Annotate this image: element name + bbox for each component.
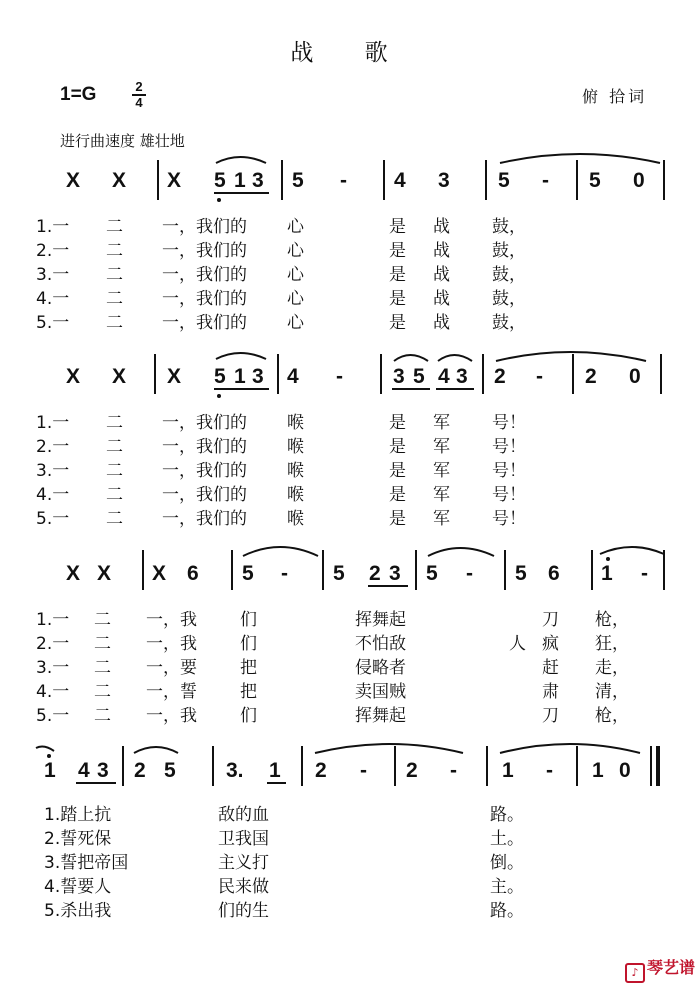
tie — [36, 747, 54, 751]
lyric-segment: 军 — [433, 413, 450, 433]
lyric-segment: 一，我 — [146, 706, 197, 726]
lyric-segment: 鼓， — [492, 241, 526, 261]
lyric-segment: 一，我们的 — [162, 217, 247, 237]
lyric-segment: 战 — [433, 217, 450, 237]
low-octave-dot — [217, 198, 221, 202]
lyric-segment: 喉 — [287, 509, 304, 529]
note: X — [66, 365, 81, 388]
note: 3. — [226, 759, 244, 782]
lyric-segment: 把 — [240, 658, 257, 678]
note: 5 — [214, 365, 226, 388]
lyric-segment: 二 — [94, 706, 111, 726]
barline — [212, 746, 214, 786]
barline — [281, 160, 283, 200]
lyric-segment: 二 — [94, 610, 111, 630]
note: - — [450, 759, 457, 782]
lyric-segment: 赶 — [542, 658, 559, 678]
lyric-segment: 路。 — [490, 805, 524, 825]
lyric-segment: 一，我们的 — [162, 413, 247, 433]
lyric-segment: 二 — [106, 313, 123, 333]
lyric-segment: 二 — [106, 413, 123, 433]
tie — [243, 547, 318, 556]
note: 4 — [287, 365, 299, 388]
lyric-segment: 二 — [94, 634, 111, 654]
barline — [231, 550, 233, 590]
lyric-segment: 2.一 — [36, 241, 70, 261]
lyric-segment: 心 — [287, 241, 304, 261]
note: 2 — [406, 759, 418, 782]
lyric-segment: 人 — [509, 634, 526, 654]
lyric-segment: 枪， — [595, 706, 629, 726]
lyric-segment: 敌的血 — [218, 805, 269, 825]
slur — [438, 355, 472, 361]
lyric-segment: 挥舞起 — [355, 706, 406, 726]
lyric-segment: 二 — [106, 265, 123, 285]
tie — [315, 744, 463, 753]
note: X — [167, 169, 182, 192]
lyric-segment: 4.一 — [36, 485, 70, 505]
barline — [663, 160, 665, 200]
lyric-segment: 主义打 — [218, 853, 269, 873]
lyric-segment: 二 — [106, 461, 123, 481]
barline — [485, 160, 487, 200]
barline — [322, 550, 324, 590]
note: 3 — [389, 562, 401, 585]
lyric-segment: 主。 — [490, 877, 524, 897]
note: 5 — [515, 562, 527, 585]
note: 5 — [498, 169, 510, 192]
song-title: 战 歌 — [290, 40, 410, 66]
barline — [277, 354, 279, 394]
lyric-segment: 喉 — [287, 461, 304, 481]
note: 5 — [413, 365, 425, 388]
lyric-segment: 心 — [287, 265, 304, 285]
lyric-segment: 疯 — [542, 634, 559, 654]
lyric-segment: 一，我们的 — [162, 265, 247, 285]
note: 2 — [369, 562, 381, 585]
lyric-segment: 心 — [287, 217, 304, 237]
lyric-segment: 倒。 — [490, 853, 524, 873]
lyric-segment: 一，我们的 — [162, 289, 247, 309]
note: X — [112, 169, 127, 192]
lyric-segment: 1.一 — [36, 413, 70, 433]
tie — [600, 547, 664, 554]
lyric-segment: 一，要 — [146, 658, 197, 678]
note: - — [542, 169, 549, 192]
slur — [134, 747, 178, 753]
note: 2 — [315, 759, 327, 782]
lyric-segment: 5.杀出我 — [44, 901, 112, 921]
note: X — [66, 169, 81, 192]
barline — [576, 746, 578, 786]
low-octave-dot — [217, 394, 221, 398]
note: 4 — [394, 169, 406, 192]
note: 1 — [269, 759, 281, 782]
note: 3 — [393, 365, 405, 388]
barline — [122, 746, 124, 786]
lyric-segment: 1.踏上抗 — [44, 805, 112, 825]
note: 1 — [44, 759, 56, 782]
lyric-segment: 是 — [389, 265, 406, 285]
note: 3 — [252, 365, 264, 388]
high-octave-dot — [606, 557, 610, 561]
note: 5 — [426, 562, 438, 585]
final-barline-thin — [650, 746, 652, 786]
note: 0 — [619, 759, 631, 782]
note: - — [360, 759, 367, 782]
barline — [504, 550, 506, 590]
barline — [383, 160, 385, 200]
note: - — [641, 562, 648, 585]
barline — [301, 746, 303, 786]
lyric-segment: 鼓， — [492, 217, 526, 237]
note: X — [66, 562, 81, 585]
note: - — [466, 562, 473, 585]
note: - — [536, 365, 543, 388]
note: - — [546, 759, 553, 782]
lyric-segment: 喉 — [287, 437, 304, 457]
note: - — [336, 365, 343, 388]
lyric-segment: 一，我们的 — [162, 437, 247, 457]
slur — [216, 157, 266, 163]
lyric-segment: 3.一 — [36, 461, 70, 481]
lyric-segment: 一，我们的 — [162, 313, 247, 333]
lyric-segment: 一，我们的 — [162, 509, 247, 529]
barline — [157, 160, 159, 200]
lyric-segment: 挥舞起 — [355, 610, 406, 630]
lyric-segment: 们 — [240, 706, 257, 726]
slur — [216, 353, 266, 359]
note: 5 — [292, 169, 304, 192]
lyric-segment: 战 — [433, 241, 450, 261]
barline — [572, 354, 574, 394]
note: 2 — [134, 759, 146, 782]
lyric-segment: 清， — [595, 682, 629, 702]
lyric-segment: 军 — [433, 461, 450, 481]
note: 4 — [438, 365, 450, 388]
lyric-segment: 战 — [433, 265, 450, 285]
lyric-segment: 土。 — [490, 829, 524, 849]
tie — [496, 352, 646, 361]
lyricist-credit: 俯 拾词 — [582, 87, 648, 106]
lyric-segment: 肃 — [542, 682, 559, 702]
lyric-segment: 是 — [389, 461, 406, 481]
lyric-segment: 军 — [433, 509, 450, 529]
lyric-segment: 二 — [106, 437, 123, 457]
time-signature-top: 2 — [135, 79, 143, 94]
lyric-segment: 二 — [106, 509, 123, 529]
lyric-segment: 们 — [240, 610, 257, 630]
lyric-segment: 狂， — [595, 634, 629, 654]
note: 1 — [502, 759, 514, 782]
high-octave-dot — [47, 754, 51, 758]
watermark-text: 琴艺谱 — [647, 958, 696, 977]
tempo-marking: 进行曲速度 雄壮地 — [60, 132, 185, 150]
note: 4 — [78, 759, 90, 782]
key-signature: 1=G — [60, 84, 97, 105]
lyric-segment: 刀 — [542, 610, 559, 630]
lyric-segment: 民来做 — [218, 877, 269, 897]
final-barline-thick — [656, 746, 660, 786]
lyric-segment: 2.一 — [36, 437, 70, 457]
lyric-segment: 3.一 — [36, 658, 70, 678]
barline — [154, 354, 156, 394]
lyric-segment: 4.一 — [36, 682, 70, 702]
lyric-segment: 枪， — [595, 610, 629, 630]
note: X — [167, 365, 182, 388]
note: - — [340, 169, 347, 192]
barline — [394, 746, 396, 786]
lyric-segment: 一，我 — [146, 634, 197, 654]
note: 6 — [548, 562, 560, 585]
lyric-segment: 5.一 — [36, 706, 70, 726]
note: 3 — [252, 169, 264, 192]
lyric-segment: 侵略者 — [355, 658, 406, 678]
lyric-segment: 1.一 — [36, 610, 70, 630]
lyric-segment: 1.一 — [36, 217, 70, 237]
watermark-logo — [625, 955, 695, 983]
lyric-segment: 2.一 — [36, 634, 70, 654]
barline — [576, 160, 578, 200]
lyric-segment: 一，我 — [146, 610, 197, 630]
note: 5 — [589, 169, 601, 192]
barline — [482, 354, 484, 394]
lyric-segment: 心 — [287, 313, 304, 333]
note: 1 — [592, 759, 604, 782]
lyric-segment: 喉 — [287, 485, 304, 505]
lyric-segment: 一，我们的 — [162, 241, 247, 261]
lyric-segment: 号！ — [492, 461, 526, 481]
music-note-icon: ♪ — [625, 963, 645, 983]
lyric-segment: 心 — [287, 289, 304, 309]
lyric-segment: 是 — [389, 241, 406, 261]
note: 1 — [234, 365, 246, 388]
lyric-segment: 二 — [94, 682, 111, 702]
lyric-segment: 战 — [433, 289, 450, 309]
note: X — [97, 562, 112, 585]
lyric-segment: 不怕敌 — [355, 634, 406, 654]
note: X — [112, 365, 127, 388]
lyric-segment: 是 — [389, 437, 406, 457]
lyric-segment: 是 — [389, 217, 406, 237]
lyric-segment: 4.一 — [36, 289, 70, 309]
lyric-segment: 鼓， — [492, 289, 526, 309]
note: 1 — [234, 169, 246, 192]
barline — [486, 746, 488, 786]
lyric-segment: 号！ — [492, 437, 526, 457]
note: 2 — [494, 365, 506, 388]
note: 5 — [164, 759, 176, 782]
note: X — [152, 562, 167, 585]
lyric-segment: 5.一 — [36, 509, 70, 529]
lyric-segment: 二 — [106, 289, 123, 309]
lyric-segment: 二 — [106, 485, 123, 505]
lyric-segment: 一，誓 — [146, 682, 197, 702]
lyric-segment: 一，我们的 — [162, 485, 247, 505]
note: 6 — [187, 562, 199, 585]
lyric-segment: 把 — [240, 682, 257, 702]
note: 3 — [438, 169, 450, 192]
barline — [415, 550, 417, 590]
lyric-segment: 战 — [433, 313, 450, 333]
note: 0 — [629, 365, 641, 388]
barline — [380, 354, 382, 394]
tie — [428, 548, 494, 556]
lyric-segment: 2.誓死保 — [44, 829, 112, 849]
lyric-segment: 号！ — [492, 413, 526, 433]
lyric-segment: 鼓， — [492, 313, 526, 333]
lyric-segment: 们的生 — [218, 901, 269, 921]
lyric-segment: 二 — [94, 658, 111, 678]
lyric-segment: 二 — [106, 217, 123, 237]
lyric-segment: 喉 — [287, 413, 304, 433]
lyric-segment: 军 — [433, 485, 450, 505]
note: 5 — [333, 562, 345, 585]
lyric-segment: 3.誓把帝国 — [44, 853, 129, 873]
note: - — [281, 562, 288, 585]
lyric-segment: 3.一 — [36, 265, 70, 285]
lyric-segment: 一，我们的 — [162, 461, 247, 481]
lyric-segment: 是 — [389, 485, 406, 505]
lyric-segment: 是 — [389, 289, 406, 309]
lyric-segment: 走， — [595, 658, 629, 678]
note: 2 — [585, 365, 597, 388]
barline — [663, 550, 665, 590]
note: 5 — [242, 562, 254, 585]
tie — [500, 154, 660, 163]
lyric-segment: 号！ — [492, 509, 526, 529]
lyric-segment: 们 — [240, 634, 257, 654]
tie — [500, 744, 640, 753]
lyric-segment: 5.一 — [36, 313, 70, 333]
lyric-segment: 是 — [389, 413, 406, 433]
barline — [591, 550, 593, 590]
note: 0 — [633, 169, 645, 192]
lyric-segment: 是 — [389, 509, 406, 529]
lyric-segment: 4.誓要人 — [44, 877, 112, 897]
lyric-segment: 是 — [389, 313, 406, 333]
barline — [660, 354, 662, 394]
lyric-segment: 刀 — [542, 706, 559, 726]
slur — [394, 355, 428, 361]
note: 5 — [214, 169, 226, 192]
note: 3 — [456, 365, 468, 388]
note: 1 — [601, 562, 613, 585]
time-signature — [132, 80, 146, 110]
lyric-segment: 卫我国 — [218, 829, 269, 849]
lyric-segment: 军 — [433, 437, 450, 457]
note: 3 — [97, 759, 109, 782]
lyric-segment: 号！ — [492, 485, 526, 505]
lyric-segment: 路。 — [490, 901, 524, 921]
lyric-segment: 二 — [106, 241, 123, 261]
time-signature-bottom: 4 — [135, 95, 143, 110]
lyric-segment: 卖国贼 — [355, 682, 406, 702]
lyric-segment: 鼓， — [492, 265, 526, 285]
barline — [142, 550, 144, 590]
